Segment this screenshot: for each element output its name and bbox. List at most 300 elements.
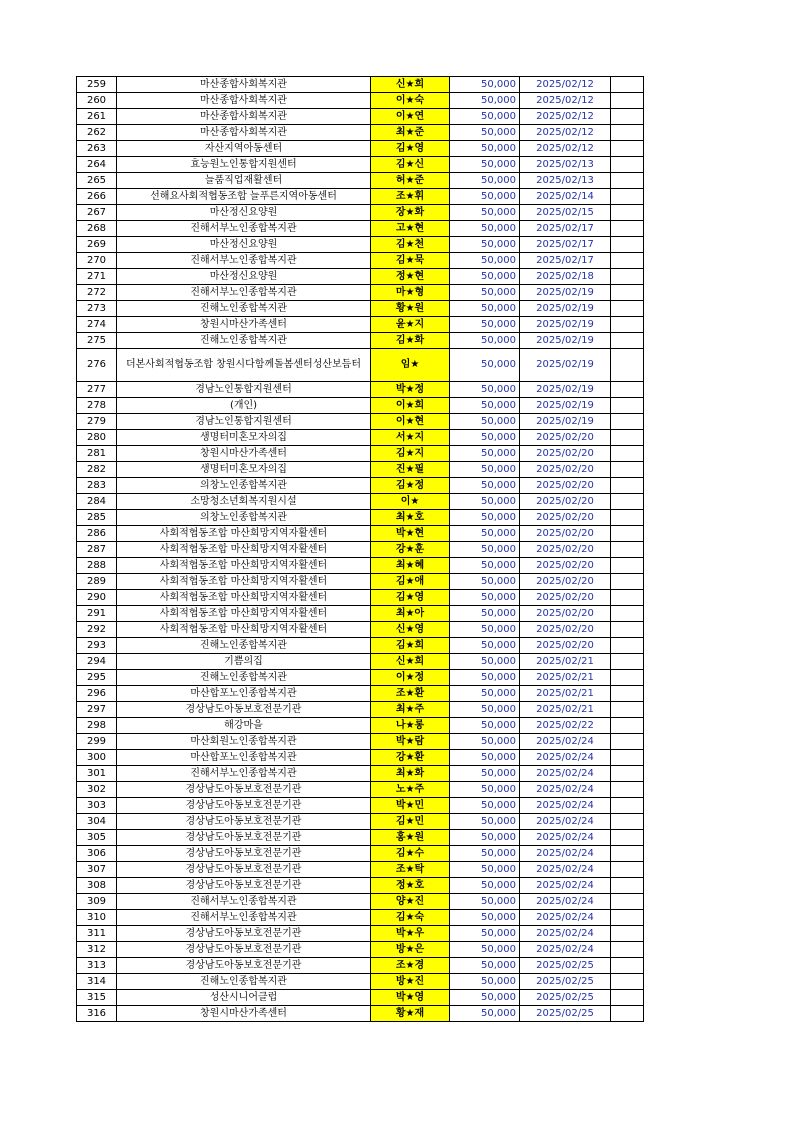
table-row	[77, 654, 644, 670]
amount-cell: 50,000	[450, 782, 520, 798]
recipient-name-cell: 서★지	[371, 430, 450, 446]
blank-cell	[611, 910, 644, 926]
row-number-cell: 315	[77, 990, 117, 1006]
recipient-name-cell: 강★훈	[371, 542, 450, 558]
table-row	[77, 942, 644, 958]
date-cell: 2025/02/20	[520, 542, 611, 558]
row-number-cell: 263	[77, 141, 117, 157]
amount-cell: 50,000	[450, 590, 520, 606]
recipient-name-cell: 황★재	[371, 1006, 450, 1022]
blank-cell	[611, 285, 644, 301]
date-cell: 2025/02/12	[520, 109, 611, 125]
table-row	[77, 189, 644, 205]
amount-cell: 50,000	[450, 990, 520, 1006]
amount-cell: 50,000	[450, 574, 520, 590]
row-number-cell: 266	[77, 189, 117, 205]
row-number-cell: 293	[77, 638, 117, 654]
table-row	[77, 141, 644, 157]
recipient-name-cell: 조★휘	[371, 189, 450, 205]
row-number-cell: 308	[77, 878, 117, 894]
amount-cell: 50,000	[450, 638, 520, 654]
recipient-name-cell: 최★주	[371, 702, 450, 718]
recipient-name-cell: 이★희	[371, 398, 450, 414]
table-row	[77, 702, 644, 718]
table-row	[77, 606, 644, 622]
recipient-name-cell: 윤★지	[371, 317, 450, 333]
amount-cell: 50,000	[450, 750, 520, 766]
row-number-cell: 264	[77, 157, 117, 173]
date-cell: 2025/02/24	[520, 926, 611, 942]
organization-cell: 자산지역아동센터	[117, 141, 371, 157]
organization-cell: 진해서부노인종합복지관	[117, 221, 371, 237]
amount-cell: 50,000	[450, 718, 520, 734]
table-row	[77, 1006, 644, 1022]
table-row	[77, 494, 644, 510]
table-row	[77, 670, 644, 686]
row-number-cell: 285	[77, 510, 117, 526]
date-cell: 2025/02/19	[520, 285, 611, 301]
amount-cell: 50,000	[450, 494, 520, 510]
amount-cell: 50,000	[450, 814, 520, 830]
blank-cell	[611, 766, 644, 782]
amount-cell: 50,000	[450, 269, 520, 285]
blank-cell	[611, 430, 644, 446]
amount-cell: 50,000	[450, 237, 520, 253]
row-number-cell: 297	[77, 702, 117, 718]
blank-cell	[611, 686, 644, 702]
blank-cell	[611, 77, 644, 93]
date-cell: 2025/02/24	[520, 766, 611, 782]
amount-cell: 50,000	[450, 205, 520, 221]
table-row	[77, 173, 644, 189]
table-row	[77, 285, 644, 301]
organization-cell: 해강마을	[117, 718, 371, 734]
recipient-name-cell: 김★천	[371, 237, 450, 253]
row-number-cell: 311	[77, 926, 117, 942]
organization-cell: 사회적협동조합 마산희망지역자활센터	[117, 526, 371, 542]
recipient-name-cell: 김★희	[371, 638, 450, 654]
amount-cell: 50,000	[450, 398, 520, 414]
blank-cell	[611, 510, 644, 526]
date-cell: 2025/02/15	[520, 205, 611, 221]
row-number-cell: 301	[77, 766, 117, 782]
date-cell: 2025/02/19	[520, 301, 611, 317]
amount-cell: 50,000	[450, 301, 520, 317]
recipient-name-cell: 최★혜	[371, 558, 450, 574]
recipient-name-cell: 김★수	[371, 846, 450, 862]
blank-cell	[611, 1006, 644, 1022]
recipient-name-cell: 방★은	[371, 942, 450, 958]
row-number-cell: 280	[77, 430, 117, 446]
blank-cell	[611, 814, 644, 830]
row-number-cell: 261	[77, 109, 117, 125]
blank-cell	[611, 349, 644, 382]
row-number-cell: 284	[77, 494, 117, 510]
row-number-cell: 275	[77, 333, 117, 349]
amount-cell: 50,000	[450, 910, 520, 926]
blank-cell	[611, 157, 644, 173]
organization-cell: 창원시마산가족센터	[117, 446, 371, 462]
organization-cell: 진해노인종합복지관	[117, 974, 371, 990]
date-cell: 2025/02/12	[520, 141, 611, 157]
date-cell: 2025/02/20	[520, 446, 611, 462]
recipient-name-cell: 최★호	[371, 510, 450, 526]
organization-cell: 생명터미혼모자의집	[117, 430, 371, 446]
row-number-cell: 268	[77, 221, 117, 237]
row-number-cell: 271	[77, 269, 117, 285]
recipient-name-cell: 장★화	[371, 205, 450, 221]
blank-cell	[611, 494, 644, 510]
table-row	[77, 301, 644, 317]
amount-cell: 50,000	[450, 526, 520, 542]
date-cell: 2025/02/24	[520, 862, 611, 878]
blank-cell	[611, 702, 644, 718]
blank-cell	[611, 333, 644, 349]
recipient-name-cell: 홍★원	[371, 830, 450, 846]
table-row	[77, 766, 644, 782]
recipient-name-cell: 김★정	[371, 478, 450, 494]
recipient-name-cell: 정★현	[371, 269, 450, 285]
table-row	[77, 846, 644, 862]
amount-cell: 50,000	[450, 221, 520, 237]
blank-cell	[611, 141, 644, 157]
recipient-name-cell: 박★람	[371, 734, 450, 750]
recipient-name-cell: 조★탁	[371, 862, 450, 878]
table-row	[77, 974, 644, 990]
row-number-cell: 259	[77, 77, 117, 93]
date-cell: 2025/02/24	[520, 878, 611, 894]
organization-cell: 경상남도아동보호전문기관	[117, 846, 371, 862]
date-cell: 2025/02/24	[520, 734, 611, 750]
date-cell: 2025/02/17	[520, 253, 611, 269]
organization-cell: 사회적협동조합 마산희망지역자활센터	[117, 558, 371, 574]
date-cell: 2025/02/12	[520, 93, 611, 109]
blank-cell	[611, 926, 644, 942]
row-number-cell: 262	[77, 125, 117, 141]
organization-cell: 마산합포노인종합복지관	[117, 686, 371, 702]
organization-cell: 경남노인통합지원센터	[117, 382, 371, 398]
blank-cell	[611, 734, 644, 750]
amount-cell: 50,000	[450, 93, 520, 109]
date-cell: 2025/02/24	[520, 750, 611, 766]
amount-cell: 50,000	[450, 414, 520, 430]
row-number-cell: 277	[77, 382, 117, 398]
amount-cell: 50,000	[450, 349, 520, 382]
blank-cell	[611, 718, 644, 734]
date-cell: 2025/02/25	[520, 974, 611, 990]
amount-cell: 50,000	[450, 958, 520, 974]
blank-cell	[611, 670, 644, 686]
organization-cell: 마산회원노인종합복지관	[117, 734, 371, 750]
blank-cell	[611, 990, 644, 1006]
table-row	[77, 990, 644, 1006]
row-number-cell: 274	[77, 317, 117, 333]
amount-cell: 50,000	[450, 125, 520, 141]
date-cell: 2025/02/19	[520, 317, 611, 333]
amount-cell: 50,000	[450, 830, 520, 846]
row-number-cell: 273	[77, 301, 117, 317]
recipient-name-cell: 강★환	[371, 750, 450, 766]
recipient-name-cell: 김★영	[371, 141, 450, 157]
organization-cell: 경상남도아동보호전문기관	[117, 814, 371, 830]
organization-cell: (개인)	[117, 398, 371, 414]
recipient-name-cell: 이★현	[371, 414, 450, 430]
amount-cell: 50,000	[450, 285, 520, 301]
date-cell: 2025/02/19	[520, 398, 611, 414]
date-cell: 2025/02/25	[520, 958, 611, 974]
recipient-name-cell: 김★애	[371, 574, 450, 590]
organization-cell: 마산종합사회복지관	[117, 125, 371, 141]
table-row	[77, 349, 644, 382]
row-number-cell: 312	[77, 942, 117, 958]
recipient-name-cell: 조★경	[371, 958, 450, 974]
recipient-name-cell: 김★지	[371, 446, 450, 462]
blank-cell	[611, 205, 644, 221]
recipient-name-cell: 방★진	[371, 974, 450, 990]
blank-cell	[611, 301, 644, 317]
amount-cell: 50,000	[450, 478, 520, 494]
organization-cell: 경상남도아동보호전문기관	[117, 958, 371, 974]
blank-cell	[611, 750, 644, 766]
table-row	[77, 814, 644, 830]
blank-cell	[611, 958, 644, 974]
blank-cell	[611, 398, 644, 414]
organization-cell: 진해노인종합복지관	[117, 301, 371, 317]
organization-cell: 진해서부노인종합복지관	[117, 253, 371, 269]
blank-cell	[611, 942, 644, 958]
blank-cell	[611, 846, 644, 862]
date-cell: 2025/02/20	[520, 590, 611, 606]
organization-cell: 경상남도아동보호전문기관	[117, 942, 371, 958]
date-cell: 2025/02/20	[520, 494, 611, 510]
row-number-cell: 302	[77, 782, 117, 798]
row-number-cell: 305	[77, 830, 117, 846]
date-cell: 2025/02/12	[520, 125, 611, 141]
organization-cell: 진해노인종합복지관	[117, 638, 371, 654]
table-row	[77, 862, 644, 878]
blank-cell	[611, 109, 644, 125]
row-number-cell: 267	[77, 205, 117, 221]
row-number-cell: 283	[77, 478, 117, 494]
blank-cell	[611, 237, 644, 253]
date-cell: 2025/02/24	[520, 830, 611, 846]
amount-cell: 50,000	[450, 253, 520, 269]
recipient-name-cell: 박★현	[371, 526, 450, 542]
amount-cell: 50,000	[450, 77, 520, 93]
amount-cell: 50,000	[450, 974, 520, 990]
amount-cell: 50,000	[450, 766, 520, 782]
amount-cell: 50,000	[450, 846, 520, 862]
row-number-cell: 289	[77, 574, 117, 590]
organization-cell: 마산정신요양원	[117, 205, 371, 221]
organization-cell: 선해요사회적협동조합 늘푸른지역아동센터	[117, 189, 371, 205]
date-cell: 2025/02/20	[520, 462, 611, 478]
table-row	[77, 830, 644, 846]
organization-cell: 사회적협동조합 마산희망지역자활센터	[117, 574, 371, 590]
recipient-name-cell: 진★필	[371, 462, 450, 478]
amount-cell: 50,000	[450, 542, 520, 558]
organization-cell: 소망청소년회복지원시설	[117, 494, 371, 510]
blank-cell	[611, 173, 644, 189]
row-number-cell: 287	[77, 542, 117, 558]
blank-cell	[611, 253, 644, 269]
recipient-name-cell: 정★호	[371, 878, 450, 894]
table-row	[77, 526, 644, 542]
date-cell: 2025/02/21	[520, 686, 611, 702]
amount-cell: 50,000	[450, 734, 520, 750]
recipient-name-cell: 김★묵	[371, 253, 450, 269]
table-row	[77, 558, 644, 574]
row-number-cell: 298	[77, 718, 117, 734]
date-cell: 2025/02/20	[520, 574, 611, 590]
table-row	[77, 414, 644, 430]
organization-cell: 진해서부노인종합복지관	[117, 894, 371, 910]
amount-cell: 50,000	[450, 702, 520, 718]
recipient-name-cell: 박★정	[371, 382, 450, 398]
table-row	[77, 718, 644, 734]
table-row	[77, 398, 644, 414]
row-number-cell: 288	[77, 558, 117, 574]
date-cell: 2025/02/14	[520, 189, 611, 205]
amount-cell: 50,000	[450, 157, 520, 173]
row-number-cell: 260	[77, 93, 117, 109]
blank-cell	[611, 189, 644, 205]
date-cell: 2025/02/21	[520, 702, 611, 718]
blank-cell	[611, 638, 644, 654]
row-number-cell: 306	[77, 846, 117, 862]
organization-cell: 진해서부노인종합복지관	[117, 910, 371, 926]
recipient-name-cell: 임★	[371, 349, 450, 382]
row-number-cell: 276	[77, 349, 117, 382]
blank-cell	[611, 462, 644, 478]
recipient-name-cell: 김★민	[371, 814, 450, 830]
date-cell: 2025/02/20	[520, 558, 611, 574]
blank-cell	[611, 478, 644, 494]
amount-cell: 50,000	[450, 622, 520, 638]
row-number-cell: 265	[77, 173, 117, 189]
table-row	[77, 430, 644, 446]
date-cell: 2025/02/21	[520, 654, 611, 670]
row-number-cell: 314	[77, 974, 117, 990]
row-number-cell: 290	[77, 590, 117, 606]
blank-cell	[611, 93, 644, 109]
recipient-name-cell: 신★영	[371, 622, 450, 638]
table-row	[77, 446, 644, 462]
amount-cell: 50,000	[450, 173, 520, 189]
amount-cell: 50,000	[450, 942, 520, 958]
blank-cell	[611, 894, 644, 910]
recipient-name-cell: 최★화	[371, 766, 450, 782]
date-cell: 2025/02/20	[520, 510, 611, 526]
table-row	[77, 926, 644, 942]
date-cell: 2025/02/24	[520, 846, 611, 862]
amount-cell: 50,000	[450, 686, 520, 702]
recipient-name-cell: 김★숙	[371, 910, 450, 926]
blank-cell	[611, 558, 644, 574]
table-row	[77, 93, 644, 109]
blank-cell	[611, 878, 644, 894]
row-number-cell: 299	[77, 734, 117, 750]
recipient-name-cell: 이★	[371, 494, 450, 510]
organization-cell: 경상남도아동보호전문기관	[117, 782, 371, 798]
amount-cell: 50,000	[450, 654, 520, 670]
row-number-cell: 278	[77, 398, 117, 414]
organization-cell: 경상남도아동보호전문기관	[117, 830, 371, 846]
amount-cell: 50,000	[450, 510, 520, 526]
amount-cell: 50,000	[450, 446, 520, 462]
table-row	[77, 478, 644, 494]
date-cell: 2025/02/20	[520, 638, 611, 654]
blank-cell	[611, 574, 644, 590]
row-number-cell: 309	[77, 894, 117, 910]
blank-cell	[611, 269, 644, 285]
row-number-cell: 313	[77, 958, 117, 974]
organization-cell: 효능원노인통합지원센터	[117, 157, 371, 173]
recipient-name-cell: 이★정	[371, 670, 450, 686]
date-cell: 2025/02/24	[520, 894, 611, 910]
amount-cell: 50,000	[450, 862, 520, 878]
organization-cell: 사회적협동조합 마산희망지역자활센터	[117, 606, 371, 622]
amount-cell: 50,000	[450, 189, 520, 205]
row-number-cell: 304	[77, 814, 117, 830]
date-cell: 2025/02/19	[520, 349, 611, 382]
date-cell: 2025/02/12	[520, 77, 611, 93]
recipient-name-cell: 고★현	[371, 221, 450, 237]
date-cell: 2025/02/19	[520, 333, 611, 349]
amount-cell: 50,000	[450, 317, 520, 333]
blank-cell	[611, 414, 644, 430]
date-cell: 2025/02/20	[520, 478, 611, 494]
row-number-cell: 316	[77, 1006, 117, 1022]
amount-cell: 50,000	[450, 1006, 520, 1022]
amount-cell: 50,000	[450, 894, 520, 910]
date-cell: 2025/02/24	[520, 798, 611, 814]
date-cell: 2025/02/19	[520, 382, 611, 398]
blank-cell	[611, 542, 644, 558]
table-row	[77, 910, 644, 926]
organization-cell: 마산종합사회복지관	[117, 93, 371, 109]
organization-cell: 기쁨의집	[117, 654, 371, 670]
organization-cell: 의창노인종합복지관	[117, 478, 371, 494]
table-row	[77, 622, 644, 638]
table-row	[77, 109, 644, 125]
row-number-cell: 303	[77, 798, 117, 814]
table-row	[77, 574, 644, 590]
amount-cell: 50,000	[450, 670, 520, 686]
date-cell: 2025/02/20	[520, 526, 611, 542]
table-row	[77, 798, 644, 814]
date-cell: 2025/02/25	[520, 1006, 611, 1022]
date-cell: 2025/02/13	[520, 173, 611, 189]
recipient-name-cell: 김★화	[371, 333, 450, 349]
recipient-name-cell: 이★숙	[371, 93, 450, 109]
date-cell: 2025/02/20	[520, 606, 611, 622]
organization-cell: 경상남도아동보호전문기관	[117, 798, 371, 814]
recipient-name-cell: 최★준	[371, 125, 450, 141]
date-cell: 2025/02/18	[520, 269, 611, 285]
amount-cell: 50,000	[450, 462, 520, 478]
amount-cell: 50,000	[450, 558, 520, 574]
table-row	[77, 782, 644, 798]
organization-cell: 창원시마산가족센터	[117, 317, 371, 333]
table-row	[77, 253, 644, 269]
date-cell: 2025/02/22	[520, 718, 611, 734]
row-number-cell: 295	[77, 670, 117, 686]
blank-cell	[611, 862, 644, 878]
recipient-name-cell: 노★주	[371, 782, 450, 798]
donation-ledger-table	[76, 76, 644, 1022]
row-number-cell: 279	[77, 414, 117, 430]
